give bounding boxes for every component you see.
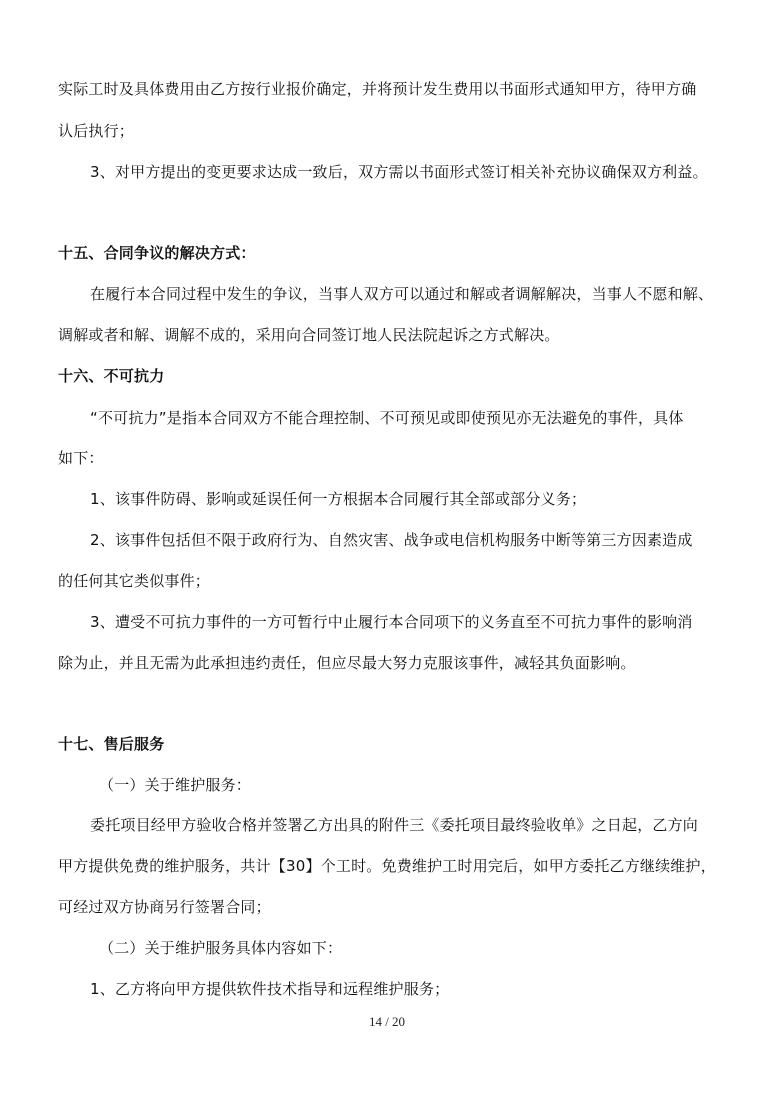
section-heading-dispute: 十五、合同争议的解决方式： bbox=[58, 244, 256, 262]
paragraph-line: 的任何其它类似事件； bbox=[58, 572, 211, 590]
section-heading-after-sales: 十七、售后服务 bbox=[58, 735, 165, 753]
paragraph-line: 实际工时及具体费用由乙方按行业报价确定，并将预计发生费用以书面形式通知甲方，待甲方确 bbox=[58, 80, 697, 98]
paragraph-line: 除为止，并且无需为此承担违约责任，但应尽最大努力克服该事件，减轻其负面影响。 bbox=[58, 654, 636, 672]
subsection-heading: （一）关于维护服务： bbox=[99, 776, 252, 794]
paragraph-line: 认后执行； bbox=[58, 122, 135, 140]
list-item: 1、乙方将向甲方提供软件技术指导和远程维护服务； bbox=[90, 980, 450, 998]
list-item: 3、遭受不可抗力事件的一方可暂行中止履行本合同项下的义务直至不可抗力事件的影响消 bbox=[90, 613, 693, 631]
paragraph-line: 委托项目经甲方验收合格并签署乙方出具的附件三《委托项目最终验收单》之日起，乙方向 bbox=[90, 816, 699, 834]
paragraph-line: 如下： bbox=[58, 449, 104, 467]
list-item: 2、该事件包括但不限于政府行为、自然灾害、战争或电信机构服务中断等第三方因素造成 bbox=[90, 531, 693, 549]
paragraph-line: 可经过双方协商另行签署合同； bbox=[58, 898, 271, 916]
paragraph-line: 在履行本合同过程中发生的争议，当事人双方可以通过和解或者调解解决，当事人不愿和解、 bbox=[90, 285, 714, 303]
section-heading-force-majeure: 十六、不可抗力 bbox=[58, 367, 165, 385]
paragraph-line: 调解或者和解、调解不成的，采用向合同签订地人民法院起诉之方式解决。 bbox=[58, 326, 560, 344]
list-item: 1、该事件防碍、影响或延误任何一方根据本合同履行其全部或部分义务； bbox=[90, 490, 587, 508]
page-number: 14 / 20 bbox=[368, 1014, 406, 1029]
paragraph-line: 甲方提供免费的维护服务，共计【30】个工时。免费维护工时用完后，如甲方委托乙方继续维护， bbox=[58, 857, 716, 875]
subsection-heading: （二）关于维护服务具体内容如下： bbox=[99, 939, 343, 957]
paragraph-line: “不可抗力”是指本合同双方不能合理控制、不可预见或即使预见亦无法避免的事件，具体 bbox=[90, 409, 684, 427]
paragraph-line: 3、对甲方提出的变更要求达成一致后，双方需以书面形式签订相关补充协议确保双方利益。 bbox=[90, 163, 708, 181]
